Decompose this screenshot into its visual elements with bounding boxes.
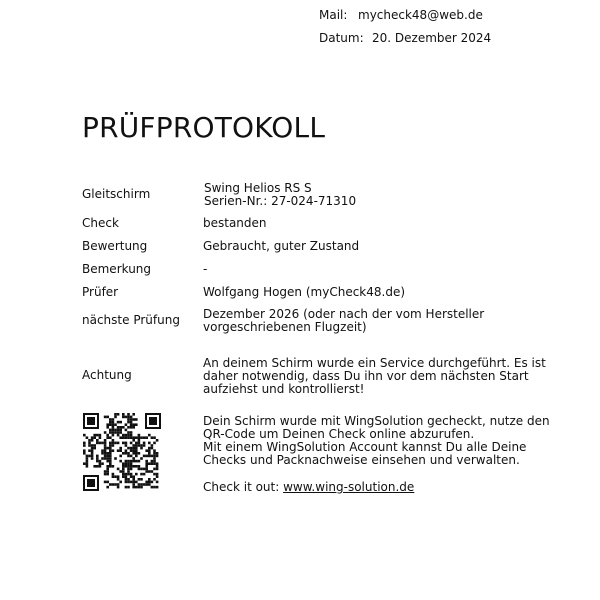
- ws-cta: [203, 481, 573, 494]
- rating-label: Bewertung: [82, 239, 148, 253]
- attention-line-3: aufziehst und kontrollierst!: [203, 382, 365, 396]
- remark-value: -: [203, 262, 208, 276]
- attention-value: [203, 357, 553, 396]
- ws-cta-prefix: Check it out:: [203, 480, 284, 494]
- attention-line-2: daher notwendig, dass Du ihn vor dem nächsten Start: [203, 369, 529, 383]
- ws-line-3: Mit einem WingSolution Account kannst Du alle Deine: [203, 440, 527, 454]
- next-check-label: nächste Prüfung: [82, 313, 180, 327]
- glider-serial: Serien-Nr.: 27-024-71310: [204, 194, 357, 208]
- qr-finder-top-left: [83, 413, 99, 429]
- wingsolution-info: [203, 415, 573, 467]
- glider-model: Swing Helios RS S: [204, 181, 312, 195]
- qr-finder-bottom-left: [83, 475, 99, 491]
- ws-website-link[interactable]: www.wing-solution.de: [283, 480, 415, 494]
- row-next-check: [82, 308, 552, 334]
- qr-code-graphic: [82, 412, 162, 492]
- mail-value[interactable]: mycheck48@web.de: [358, 8, 483, 22]
- date-value: 20. Dezember 2024: [372, 31, 492, 45]
- row-attention: [82, 357, 552, 396]
- glider-value: [204, 182, 554, 208]
- ws-line-4: Checks und Packnachweise einsehen und verwalten.: [203, 453, 520, 467]
- qr-finder-top-right: [145, 413, 161, 429]
- next-check-value: [203, 308, 553, 334]
- check-label: Check: [82, 216, 119, 230]
- mail-label: Mail:: [319, 8, 348, 22]
- remark-label: Bemerkung: [82, 262, 152, 276]
- next-check-line-2: vorgeschriebenen Flugzeit): [203, 320, 367, 334]
- inspector-label: Prüfer: [82, 285, 119, 299]
- row-glider: [82, 182, 552, 208]
- rating-value: Gebraucht, guter Zustand: [203, 239, 360, 253]
- attention-label: Achtung: [82, 368, 132, 382]
- date-line: [319, 31, 491, 46]
- ws-line-1: Dein Schirm wurde mit WingSolution gecheckt, nutze den: [203, 414, 550, 428]
- glider-label: Gleitschirm: [82, 187, 151, 201]
- inspector-value: Wolfgang Hogen (myCheck48.de): [203, 285, 406, 299]
- date-label: Datum:: [319, 31, 364, 45]
- check-value: bestanden: [203, 216, 267, 230]
- ws-line-2: QR-Code um Deinen Check online abzurufen.: [203, 427, 475, 441]
- attention-line-1: An deinem Schirm wurde ein Service durchgeführt. Es ist: [203, 356, 546, 370]
- page-title: PRÜFPROTOKOLL: [82, 111, 326, 144]
- mail-line: [319, 8, 483, 23]
- next-check-line-1: Dezember 2026 (oder nach der vom Hersteller: [203, 307, 485, 321]
- qr-code-icon[interactable]: [82, 412, 162, 492]
